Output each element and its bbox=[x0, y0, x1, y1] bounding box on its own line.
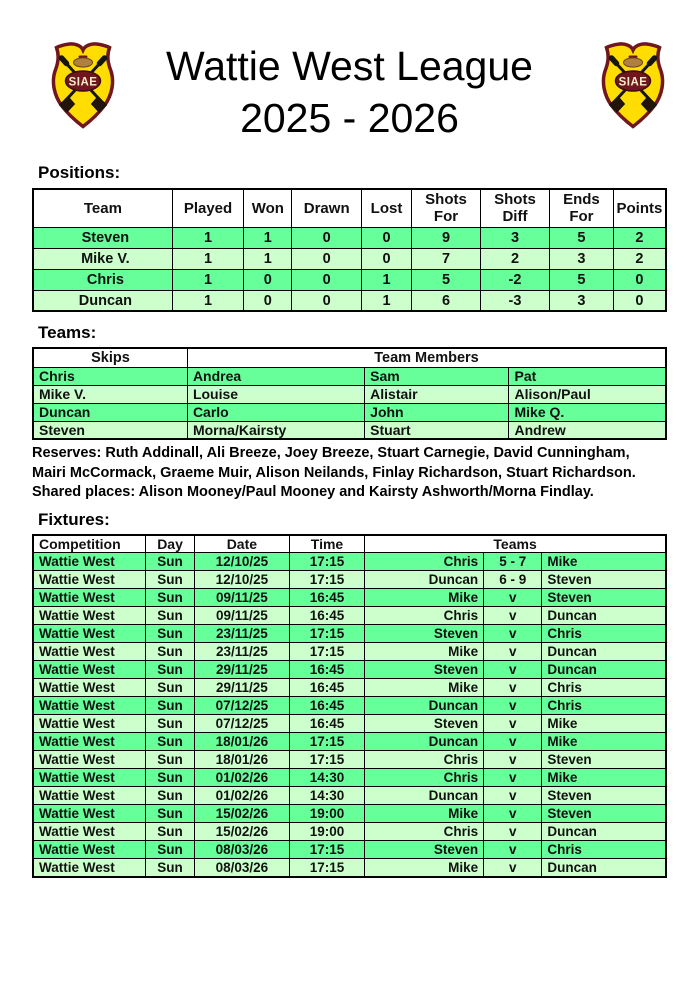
team-name-cell: Steven bbox=[33, 227, 172, 248]
competition-cell: Wattie West bbox=[33, 841, 146, 859]
lost-cell: 0 bbox=[362, 248, 412, 269]
lost-cell: 1 bbox=[362, 269, 412, 290]
home-team-cell: Mike bbox=[365, 589, 484, 607]
member-cell: Carlo bbox=[187, 403, 364, 421]
home-team-cell: Chris bbox=[365, 553, 484, 571]
member-cell: Andrea bbox=[187, 367, 364, 385]
home-team-cell: Chris bbox=[365, 751, 484, 769]
date-cell: 07/12/25 bbox=[194, 697, 289, 715]
result-cell: v bbox=[484, 643, 542, 661]
result-cell: v bbox=[484, 805, 542, 823]
away-team-cell: Chris bbox=[542, 679, 666, 697]
competition-cell: Wattie West bbox=[33, 859, 146, 877]
played-cell: 1 bbox=[172, 269, 244, 290]
teams-header-row bbox=[33, 348, 666, 367]
time-cell: 17:15 bbox=[289, 733, 364, 751]
date-cell: 09/11/25 bbox=[194, 589, 289, 607]
ends-for-cell: 3 bbox=[549, 248, 613, 269]
club-crest-icon bbox=[50, 42, 116, 130]
day-cell: Sun bbox=[146, 715, 195, 733]
time-cell: 19:00 bbox=[289, 823, 364, 841]
fixture-row bbox=[33, 823, 666, 841]
competition-cell: Wattie West bbox=[33, 733, 146, 751]
time-cell: 17:15 bbox=[289, 859, 364, 877]
positions-row bbox=[33, 269, 666, 290]
time-cell: 16:45 bbox=[289, 679, 364, 697]
reserves-note bbox=[32, 444, 667, 503]
member-cell: Stuart bbox=[365, 421, 509, 439]
time-cell: 17:15 bbox=[289, 841, 364, 859]
away-team-cell: Chris bbox=[542, 841, 666, 859]
time-cell: 16:45 bbox=[289, 697, 364, 715]
crest-siae-text: SIAE bbox=[68, 76, 98, 89]
competition-cell: Wattie West bbox=[33, 625, 146, 643]
competition-cell: Wattie West bbox=[33, 787, 146, 805]
result-cell: v bbox=[484, 679, 542, 697]
home-team-cell: Mike bbox=[365, 805, 484, 823]
result-cell: v bbox=[484, 751, 542, 769]
col-header-team: Team bbox=[33, 189, 172, 227]
date-cell: 01/02/26 bbox=[194, 769, 289, 787]
positions-table bbox=[32, 188, 667, 312]
positions-row bbox=[33, 227, 666, 248]
fixture-row bbox=[33, 787, 666, 805]
away-team-cell: Duncan bbox=[542, 643, 666, 661]
positions-row bbox=[33, 248, 666, 269]
positions-row bbox=[33, 290, 666, 311]
col-header-points: Points bbox=[613, 189, 666, 227]
fixture-row bbox=[33, 769, 666, 787]
fixture-row bbox=[33, 751, 666, 769]
fixture-row bbox=[33, 553, 666, 571]
time-cell: 16:45 bbox=[289, 589, 364, 607]
time-cell: 17:15 bbox=[289, 571, 364, 589]
home-team-cell: Duncan bbox=[365, 697, 484, 715]
day-cell: Sun bbox=[146, 571, 195, 589]
ends-for-cell: 3 bbox=[549, 290, 613, 311]
team-name-cell: Mike V. bbox=[33, 248, 172, 269]
skip-name-cell: Duncan bbox=[33, 403, 187, 421]
lost-cell: 0 bbox=[362, 227, 412, 248]
drawn-cell: 0 bbox=[292, 227, 362, 248]
date-cell: 12/10/25 bbox=[194, 553, 289, 571]
away-team-cell: Steven bbox=[542, 805, 666, 823]
shots-diff-cell: 2 bbox=[480, 248, 549, 269]
col-header-teams: Teams bbox=[365, 535, 666, 553]
time-cell: 14:30 bbox=[289, 787, 364, 805]
col-header-shots-diff: Shots Diff bbox=[480, 189, 549, 227]
home-team-cell: Chris bbox=[365, 607, 484, 625]
competition-cell: Wattie West bbox=[33, 751, 146, 769]
date-cell: 08/03/26 bbox=[194, 859, 289, 877]
time-cell: 16:45 bbox=[289, 715, 364, 733]
home-team-cell: Mike bbox=[365, 643, 484, 661]
lost-cell: 1 bbox=[362, 290, 412, 311]
member-cell: Pat bbox=[509, 367, 666, 385]
away-team-cell: Duncan bbox=[542, 823, 666, 841]
ends-for-cell: 5 bbox=[549, 227, 613, 248]
date-cell: 01/02/26 bbox=[194, 787, 289, 805]
skip-name-cell: Steven bbox=[33, 421, 187, 439]
col-header-date: Date bbox=[194, 535, 289, 553]
home-team-cell: Steven bbox=[365, 841, 484, 859]
result-cell: v bbox=[484, 787, 542, 805]
col-header-ends-for: Ends For bbox=[549, 189, 613, 227]
col-header-played: Played bbox=[172, 189, 244, 227]
fixture-row bbox=[33, 841, 666, 859]
away-team-cell: Steven bbox=[542, 787, 666, 805]
day-cell: Sun bbox=[146, 769, 195, 787]
shots-for-cell: 6 bbox=[412, 290, 481, 311]
content bbox=[32, 163, 667, 878]
fixture-row bbox=[33, 625, 666, 643]
date-cell: 23/11/25 bbox=[194, 643, 289, 661]
day-cell: Sun bbox=[146, 625, 195, 643]
member-cell: Morna/Kairsty bbox=[187, 421, 364, 439]
col-header-skips: Skips bbox=[33, 348, 187, 367]
day-cell: Sun bbox=[146, 805, 195, 823]
competition-cell: Wattie West bbox=[33, 823, 146, 841]
day-cell: Sun bbox=[146, 787, 195, 805]
away-team-cell: Mike bbox=[542, 769, 666, 787]
member-cell: Sam bbox=[365, 367, 509, 385]
member-cell: Mike Q. bbox=[509, 403, 666, 421]
teams-row bbox=[33, 385, 666, 403]
won-cell: 0 bbox=[244, 290, 292, 311]
competition-cell: Wattie West bbox=[33, 805, 146, 823]
shots-diff-cell: 3 bbox=[480, 227, 549, 248]
skip-name-cell: Chris bbox=[33, 367, 187, 385]
day-cell: Sun bbox=[146, 697, 195, 715]
competition-cell: Wattie West bbox=[33, 607, 146, 625]
team-name-cell: Duncan bbox=[33, 290, 172, 311]
fixture-row bbox=[33, 715, 666, 733]
teams-table bbox=[32, 347, 667, 440]
member-cell: John bbox=[365, 403, 509, 421]
won-cell: 1 bbox=[244, 248, 292, 269]
date-cell: 15/02/26 bbox=[194, 805, 289, 823]
competition-cell: Wattie West bbox=[33, 643, 146, 661]
day-cell: Sun bbox=[146, 643, 195, 661]
teams-row bbox=[33, 403, 666, 421]
points-cell: 0 bbox=[613, 269, 666, 290]
drawn-cell: 0 bbox=[292, 290, 362, 311]
points-cell: 0 bbox=[613, 290, 666, 311]
away-team-cell: Chris bbox=[542, 625, 666, 643]
positions-heading: Positions: bbox=[38, 163, 121, 182]
shots-diff-cell: -2 bbox=[480, 269, 549, 290]
day-cell: Sun bbox=[146, 823, 195, 841]
day-cell: Sun bbox=[146, 733, 195, 751]
away-team-cell: Duncan bbox=[542, 661, 666, 679]
ends-for-cell: 5 bbox=[549, 269, 613, 290]
shared-places-text: Shared places: Alison Mooney/Paul Mooney and Kairsty Ashworth/Morna Findlay. bbox=[32, 484, 594, 501]
col-header-team-members: Team Members bbox=[187, 348, 666, 367]
date-cell: 23/11/25 bbox=[194, 625, 289, 643]
drawn-cell: 0 bbox=[292, 269, 362, 290]
result-cell: 5 - 7 bbox=[484, 553, 542, 571]
away-team-cell: Duncan bbox=[542, 607, 666, 625]
fixture-row bbox=[33, 643, 666, 661]
time-cell: 17:15 bbox=[289, 625, 364, 643]
col-header-time: Time bbox=[289, 535, 364, 553]
fixture-row bbox=[33, 607, 666, 625]
won-cell: 0 bbox=[244, 269, 292, 290]
result-cell: v bbox=[484, 859, 542, 877]
home-team-cell: Duncan bbox=[365, 787, 484, 805]
fixture-row bbox=[33, 859, 666, 877]
team-name-cell: Chris bbox=[33, 269, 172, 290]
col-header-competition: Competition bbox=[33, 535, 146, 553]
away-team-cell: Steven bbox=[542, 751, 666, 769]
home-team-cell: Chris bbox=[365, 823, 484, 841]
day-cell: Sun bbox=[146, 841, 195, 859]
points-cell: 2 bbox=[613, 248, 666, 269]
date-cell: 15/02/26 bbox=[194, 823, 289, 841]
played-cell: 1 bbox=[172, 290, 244, 311]
home-team-cell: Duncan bbox=[365, 733, 484, 751]
fixture-row bbox=[33, 679, 666, 697]
date-cell: 29/11/25 bbox=[194, 679, 289, 697]
fixture-row bbox=[33, 589, 666, 607]
time-cell: 17:15 bbox=[289, 643, 364, 661]
result-cell: v bbox=[484, 697, 542, 715]
col-header-day: Day bbox=[146, 535, 195, 553]
competition-cell: Wattie West bbox=[33, 697, 146, 715]
fixtures-header-row bbox=[33, 535, 666, 553]
away-team-cell: Mike bbox=[542, 715, 666, 733]
teams-row bbox=[33, 367, 666, 385]
home-team-cell: Chris bbox=[365, 769, 484, 787]
home-team-cell: Steven bbox=[365, 625, 484, 643]
competition-cell: Wattie West bbox=[33, 715, 146, 733]
date-cell: 09/11/25 bbox=[194, 607, 289, 625]
played-cell: 1 bbox=[172, 227, 244, 248]
shots-for-cell: 5 bbox=[412, 269, 481, 290]
away-team-cell: Mike bbox=[542, 733, 666, 751]
member-cell: Louise bbox=[187, 385, 364, 403]
date-cell: 07/12/25 bbox=[194, 715, 289, 733]
result-cell: v bbox=[484, 841, 542, 859]
date-cell: 29/11/25 bbox=[194, 661, 289, 679]
result-cell: 6 - 9 bbox=[484, 571, 542, 589]
member-cell: Alison/Paul bbox=[509, 385, 666, 403]
member-cell: Alistair bbox=[365, 385, 509, 403]
page-title: Wattie West League bbox=[166, 43, 533, 89]
col-header-lost: Lost bbox=[362, 189, 412, 227]
skip-name-cell: Mike V. bbox=[33, 385, 187, 403]
result-cell: v bbox=[484, 625, 542, 643]
time-cell: 14:30 bbox=[289, 769, 364, 787]
result-cell: v bbox=[484, 823, 542, 841]
home-team-cell: Steven bbox=[365, 661, 484, 679]
home-team-cell: Steven bbox=[365, 715, 484, 733]
home-team-cell: Mike bbox=[365, 679, 484, 697]
home-team-cell: Mike bbox=[365, 859, 484, 877]
day-cell: Sun bbox=[146, 859, 195, 877]
date-cell: 18/01/26 bbox=[194, 751, 289, 769]
points-cell: 2 bbox=[613, 227, 666, 248]
shots-for-cell: 7 bbox=[412, 248, 481, 269]
fixtures-heading: Fixtures: bbox=[38, 509, 110, 529]
drawn-cell: 0 bbox=[292, 248, 362, 269]
time-cell: 16:45 bbox=[289, 661, 364, 679]
time-cell: 17:15 bbox=[289, 751, 364, 769]
competition-cell: Wattie West bbox=[33, 553, 146, 571]
competition-cell: Wattie West bbox=[33, 679, 146, 697]
fixture-row bbox=[33, 697, 666, 715]
played-cell: 1 bbox=[172, 248, 244, 269]
teams-row bbox=[33, 421, 666, 439]
day-cell: Sun bbox=[146, 553, 195, 571]
day-cell: Sun bbox=[146, 661, 195, 679]
member-cell: Andrew bbox=[509, 421, 666, 439]
reserves-text: Reserves: Ruth Addinall, Ali Breeze, Joey Breeze, Stuart Carnegie, David Cunningham, Mairi McCormack, Graeme Muir, Alison Neilands, Finlay Richardson, Stuart Richardson. bbox=[32, 445, 636, 481]
fixture-row bbox=[33, 571, 666, 589]
positions-header-row bbox=[33, 189, 666, 227]
date-cell: 08/03/26 bbox=[194, 841, 289, 859]
time-cell: 17:15 bbox=[289, 553, 364, 571]
date-cell: 18/01/26 bbox=[194, 733, 289, 751]
shots-diff-cell: -3 bbox=[480, 290, 549, 311]
home-team-cell: Duncan bbox=[365, 571, 484, 589]
result-cell: v bbox=[484, 607, 542, 625]
away-team-cell: Duncan bbox=[542, 859, 666, 877]
time-cell: 16:45 bbox=[289, 607, 364, 625]
away-team-cell: Steven bbox=[542, 571, 666, 589]
competition-cell: Wattie West bbox=[33, 589, 146, 607]
shots-for-cell: 9 bbox=[412, 227, 481, 248]
col-header-drawn: Drawn bbox=[292, 189, 362, 227]
won-cell: 1 bbox=[244, 227, 292, 248]
away-team-cell: Steven bbox=[542, 589, 666, 607]
day-cell: Sun bbox=[146, 589, 195, 607]
col-header-shots-for: Shots For bbox=[412, 189, 481, 227]
result-cell: v bbox=[484, 661, 542, 679]
result-cell: v bbox=[484, 589, 542, 607]
result-cell: v bbox=[484, 769, 542, 787]
time-cell: 19:00 bbox=[289, 805, 364, 823]
fixture-row bbox=[33, 733, 666, 751]
away-team-cell: Mike bbox=[542, 553, 666, 571]
fixture-row bbox=[33, 661, 666, 679]
fixtures-table bbox=[32, 534, 667, 878]
date-cell: 12/10/25 bbox=[194, 571, 289, 589]
result-cell: v bbox=[484, 715, 542, 733]
teams-heading: Teams: bbox=[38, 323, 97, 343]
col-header-won: Won bbox=[244, 189, 292, 227]
competition-cell: Wattie West bbox=[33, 661, 146, 679]
result-cell: v bbox=[484, 733, 542, 751]
club-crest-icon bbox=[600, 42, 666, 130]
competition-cell: Wattie West bbox=[33, 571, 146, 589]
masthead bbox=[0, 0, 699, 150]
fixture-row bbox=[33, 805, 666, 823]
day-cell: Sun bbox=[146, 751, 195, 769]
away-team-cell: Chris bbox=[542, 697, 666, 715]
day-cell: Sun bbox=[146, 679, 195, 697]
page-subtitle-season: 2025 - 2026 bbox=[240, 95, 459, 141]
competition-cell: Wattie West bbox=[33, 769, 146, 787]
day-cell: Sun bbox=[146, 607, 195, 625]
